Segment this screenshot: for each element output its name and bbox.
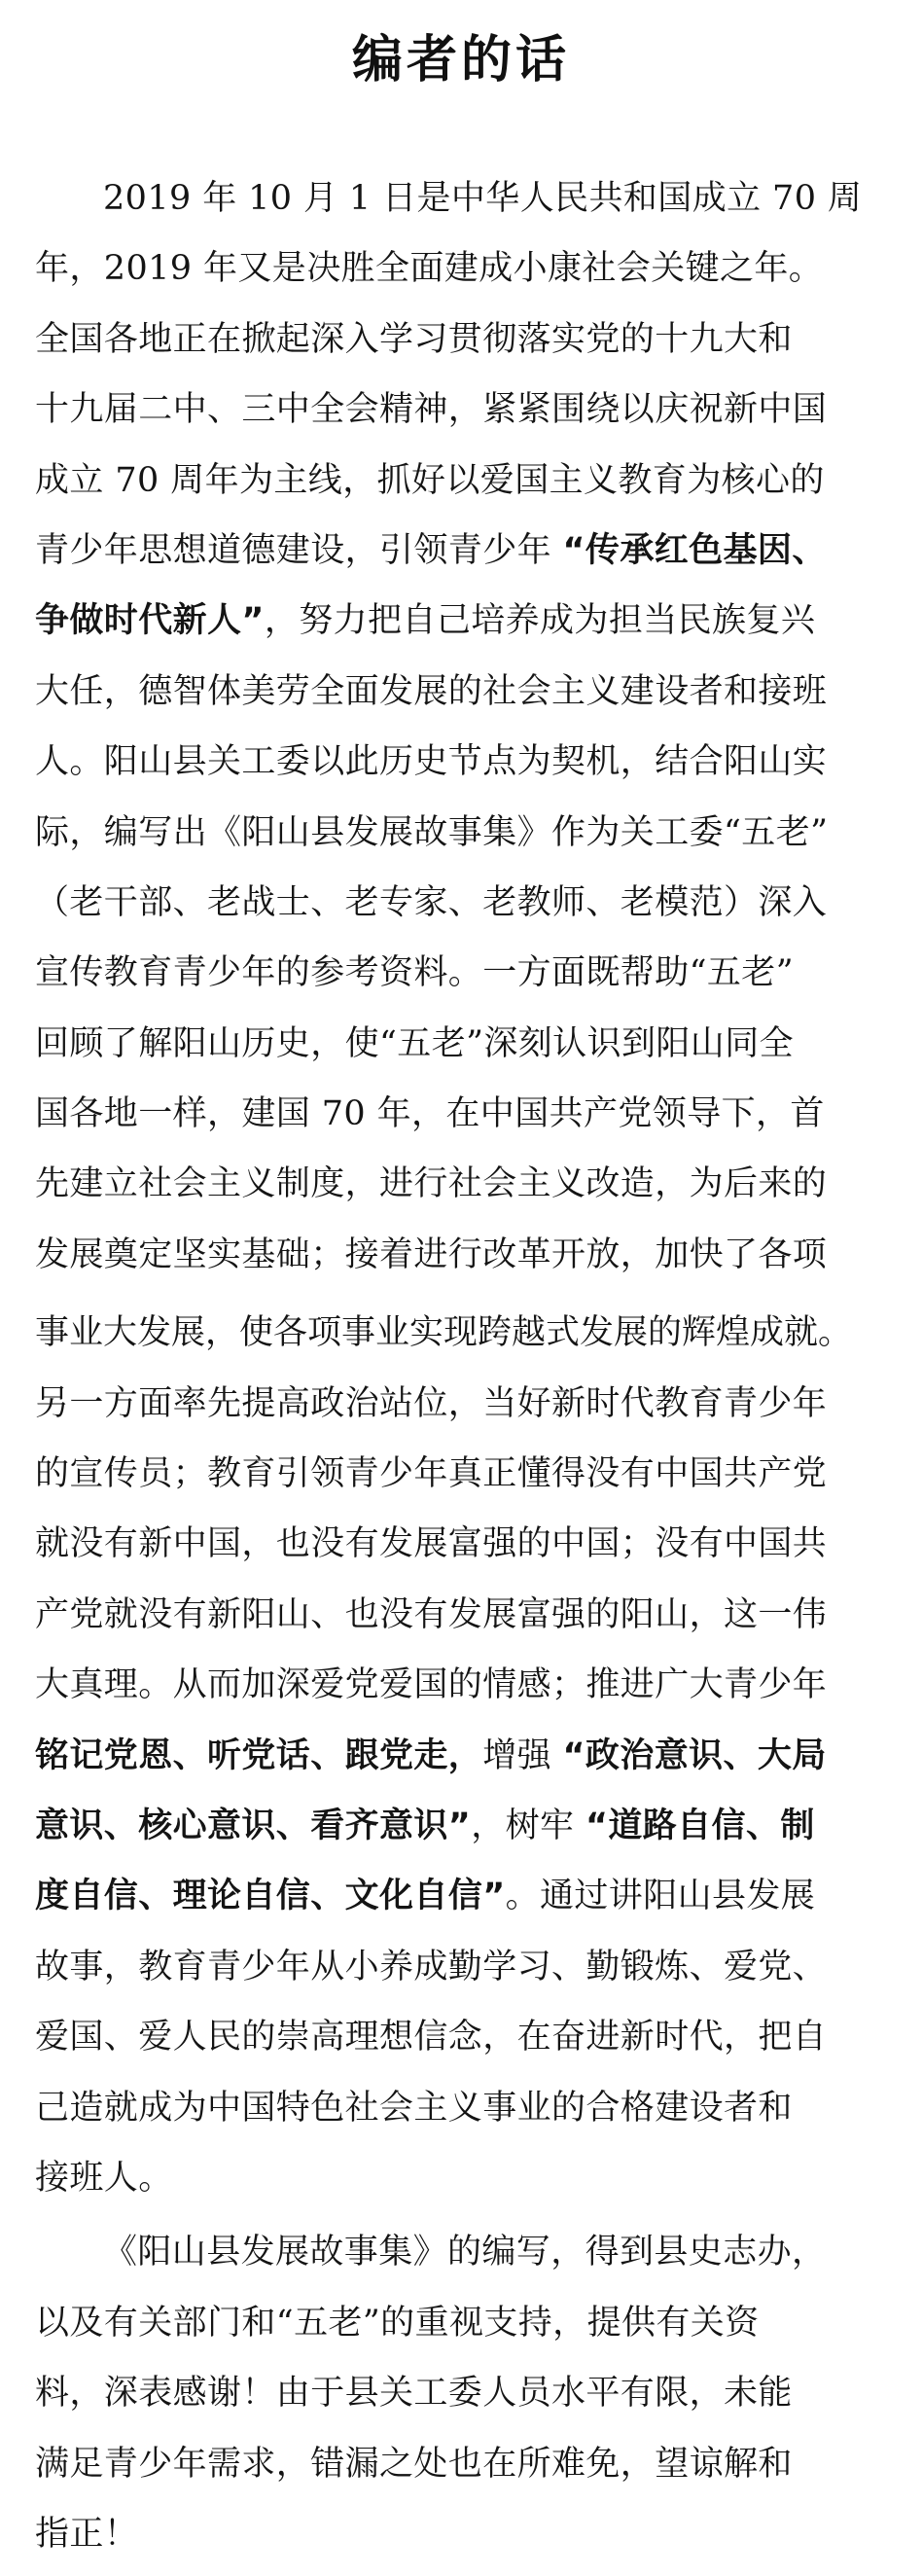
text-line [35, 868, 881, 938]
text-line [35, 1580, 881, 1650]
text-line [35, 2002, 881, 2072]
text-segment: 先建立社会主义制度，进行社会主义改造，为后来的 [35, 1164, 828, 1204]
text-line [35, 1439, 881, 1509]
text-segment: 爱国、爱人民的崇高理想信念，在奋进新时代，把自 [35, 2018, 828, 2057]
text-line [35, 657, 881, 727]
text-line [35, 163, 881, 233]
text-line [35, 798, 881, 868]
text-line [35, 516, 881, 586]
text-segment: 满足青少年需求，错漏之处也在所难免，望谅解和 [35, 2444, 793, 2484]
text-line [35, 938, 881, 1008]
text-line [35, 727, 881, 797]
text-segment: 《阳山县发展故事集》的编写，得到县史志办， [103, 2233, 827, 2272]
text-line [35, 586, 881, 656]
text-segment: 成立 70 周年为主线，抓好以爱国主义教育为核心的 [35, 460, 825, 500]
text-line [35, 2429, 881, 2499]
text-segment: 大真理。从而加深爱党爱国的情感；推进广大青少年 [35, 1665, 828, 1705]
text-segment: 故事，教育青少年从小养成勤学习、勤锻炼、爱党、 [35, 1947, 828, 1986]
text-segment: 产党就没有新阳山、也没有发展富强的阳山，这一伟 [35, 1594, 828, 1634]
bold-phrase: 意识、核心意识、看齐意识” [35, 1806, 472, 1845]
text-segment: 以及有关部门和“五老”的重视支持，提供有关资 [35, 2303, 760, 2343]
text-segment: 国各地一样，建国 70 年，在中国共产党领导下，首 [35, 1094, 825, 1134]
text-segment: 就没有新中国，也没有发展富强的中国；没有中国共 [35, 1524, 828, 1564]
text-line [35, 2499, 881, 2569]
bold-phrase: 争做时代新人” [35, 601, 265, 641]
text-line [35, 2143, 881, 2213]
text-segment: ，树牢 [471, 1806, 585, 1845]
text-line [35, 1721, 881, 1791]
text-segment: 2019 年 10 月 1 日是中华人民共和国成立 70 周 [103, 179, 863, 218]
text-line [35, 1650, 881, 1720]
text-segment: 增强 [482, 1735, 563, 1775]
text-line [35, 1932, 881, 2002]
text-line [35, 1861, 881, 1931]
text-line [35, 304, 881, 375]
text-line [35, 1791, 881, 1861]
text-segment: 年，2019 年又是决胜全面建成小康社会关键之年。 [35, 249, 824, 289]
bold-phrase: 度自信、理论自信、文化自信” [35, 1877, 506, 1916]
text-line [35, 1220, 881, 1290]
text-segment: 青少年思想道德建设，引领青少年 [35, 530, 563, 570]
text-line [35, 375, 881, 445]
text-line [35, 1298, 881, 1368]
text-line [35, 2288, 881, 2358]
text-segment: 发展奠定坚实基础；接着进行改革开放，加快了各项 [35, 1234, 828, 1274]
text-line [35, 2217, 881, 2287]
text-segment: 另一方面率先提高政治站位，当好新时代教育青少年 [35, 1383, 828, 1423]
bold-phrase: “传承红色基因、 [562, 530, 827, 570]
bold-phrase: 铭记党恩、听党话、跟党走， [35, 1735, 483, 1775]
text-segment: 料，深表感谢！由于县关工委人员水平有限，未能 [35, 2374, 793, 2414]
text-segment: 人。阳山县关工委以此历史节点为契机，结合阳山实 [35, 742, 828, 782]
text-segment: 接班人。 [35, 2158, 173, 2198]
article-body [35, 163, 881, 2569]
text-segment: 回顾了解阳山历史，使“五老”深刻认识到阳山同全 [35, 1023, 794, 1063]
text-line [35, 233, 881, 304]
text-line [35, 1149, 881, 1219]
text-line [35, 1369, 881, 1439]
text-line [35, 1009, 881, 1079]
text-line [35, 446, 881, 516]
text-segment: 全国各地正在掀起深入学习贯彻落实党的十九大和 [35, 319, 793, 359]
text-segment: （老干部、老战士、老专家、老教师、老模范）深入 [35, 882, 828, 922]
text-segment: 大任，德智体美劳全面发展的社会主义建设者和接班 [35, 671, 828, 711]
text-segment: 事业大发展，使各项事业实现跨越式发展的辉煌成就。 [35, 1313, 853, 1353]
text-segment: 己造就成为中国特色社会主义事业的合格建设者和 [35, 2088, 793, 2128]
text-segment: ，努力把自己培养成为担当民族复兴 [264, 601, 816, 641]
text-line [35, 2358, 881, 2428]
page-title: 编者的话 [351, 31, 570, 89]
text-segment: 的宣传员；教育引领青少年真正懂得没有中国共产党 [35, 1454, 828, 1494]
text-segment: 际，编写出《阳山县发展故事集》作为关工委“五老” [35, 812, 829, 852]
text-segment: 十九届二中、三中全会精神，紧紧围绕以庆祝新中国 [35, 390, 828, 430]
bold-phrase: “道路自信、制 [585, 1806, 815, 1845]
text-segment: 指正！ [35, 2514, 139, 2554]
text-line [35, 1079, 881, 1149]
text-segment: 宣传教育青少年的参考资料。一方面既帮助“五老” [35, 953, 794, 993]
text-segment: 。通过讲阳山县发展 [505, 1877, 816, 1916]
text-line [35, 2073, 881, 2143]
text-line [35, 1509, 881, 1579]
bold-phrase: “政治意识、大局 [562, 1735, 827, 1775]
